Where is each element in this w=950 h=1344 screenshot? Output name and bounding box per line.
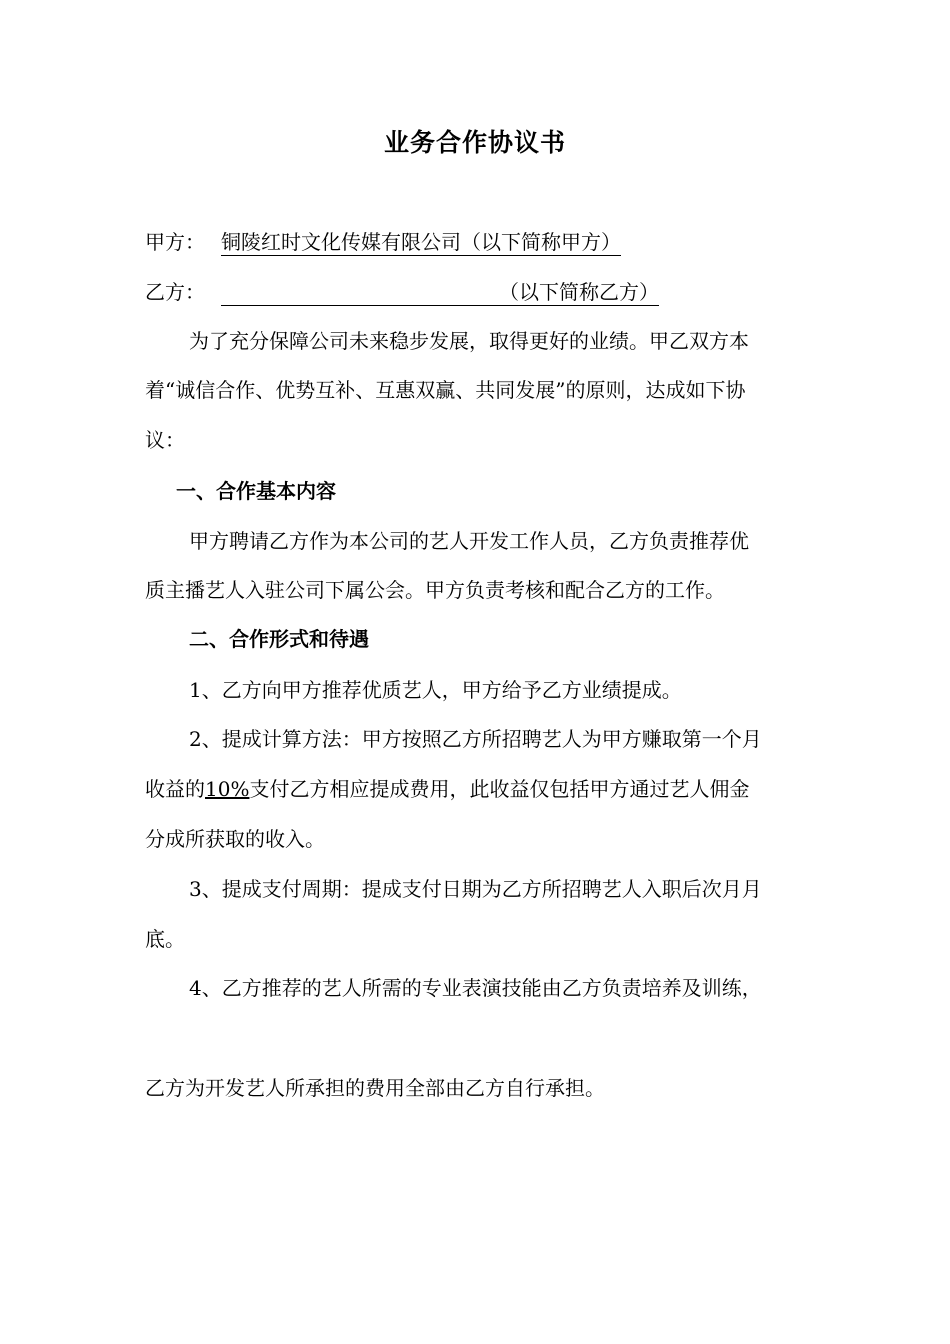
section2-item-2-line-2 <box>145 774 749 804</box>
section1-heading: 一、合作基本内容 <box>176 479 336 503</box>
party-a-line <box>145 227 621 257</box>
section2-item-2-line-1: 2、提成计算方法：甲方按照乙方所招聘艺人为甲方赚取第一个月 <box>189 727 762 751</box>
section2-item-4-line-1: 4、乙方推荐的艺人所需的专业表演技能由乙方负责培养及训练， <box>189 976 762 1000</box>
intro-line-2: 着“诚信合作、优势互补、互惠双赢、共同发展”的原则，达成如下协 <box>145 378 746 402</box>
party-b-line <box>145 277 659 307</box>
section2-item-1: 1、乙方向甲方推荐优质艺人，甲方给予乙方业绩提成。 <box>189 678 682 702</box>
section2-heading: 二、合作形式和待遇 <box>189 627 369 651</box>
item2-pre: 收益的 <box>145 777 205 801</box>
party-a-value: 铜陵红时文化传媒有限公司（以下简称甲方） <box>221 230 621 254</box>
document-title: 业务合作协议书 <box>383 128 566 157</box>
party-b-label: 乙方： <box>145 280 205 304</box>
section1-line-1: 甲方聘请乙方作为本公司的艺人开发工作人员，乙方负责推荐优 <box>189 529 749 553</box>
party-b-value <box>221 279 659 306</box>
section2-item-3-line-2: 底。 <box>145 927 185 951</box>
party-b-value-text: （以下简称乙方） <box>499 280 659 304</box>
commission-percentage: 10% <box>205 777 250 801</box>
section1-line-2: 质主播艺人入驻公司下属公会。甲方负责考核和配合乙方的工作。 <box>145 578 725 602</box>
party-a-label: 甲方： <box>145 230 205 254</box>
section2-item-2-line-3: 分成所获取的收入。 <box>145 827 325 851</box>
section2-item-4-line-2: 乙方为开发艺人所承担的费用全部由乙方自行承担。 <box>145 1076 605 1100</box>
intro-line-1: 为了充分保障公司未来稳步发展，取得更好的业绩。甲乙双方本 <box>189 329 749 353</box>
intro-line-3: 议： <box>145 428 185 452</box>
section2-item-3-line-1: 3、提成支付周期：提成支付日期为乙方所招聘艺人入职后次月月 <box>189 877 762 901</box>
item2-post: 支付乙方相应提成费用，此收益仅包括甲方通过艺人佣金 <box>249 777 750 801</box>
